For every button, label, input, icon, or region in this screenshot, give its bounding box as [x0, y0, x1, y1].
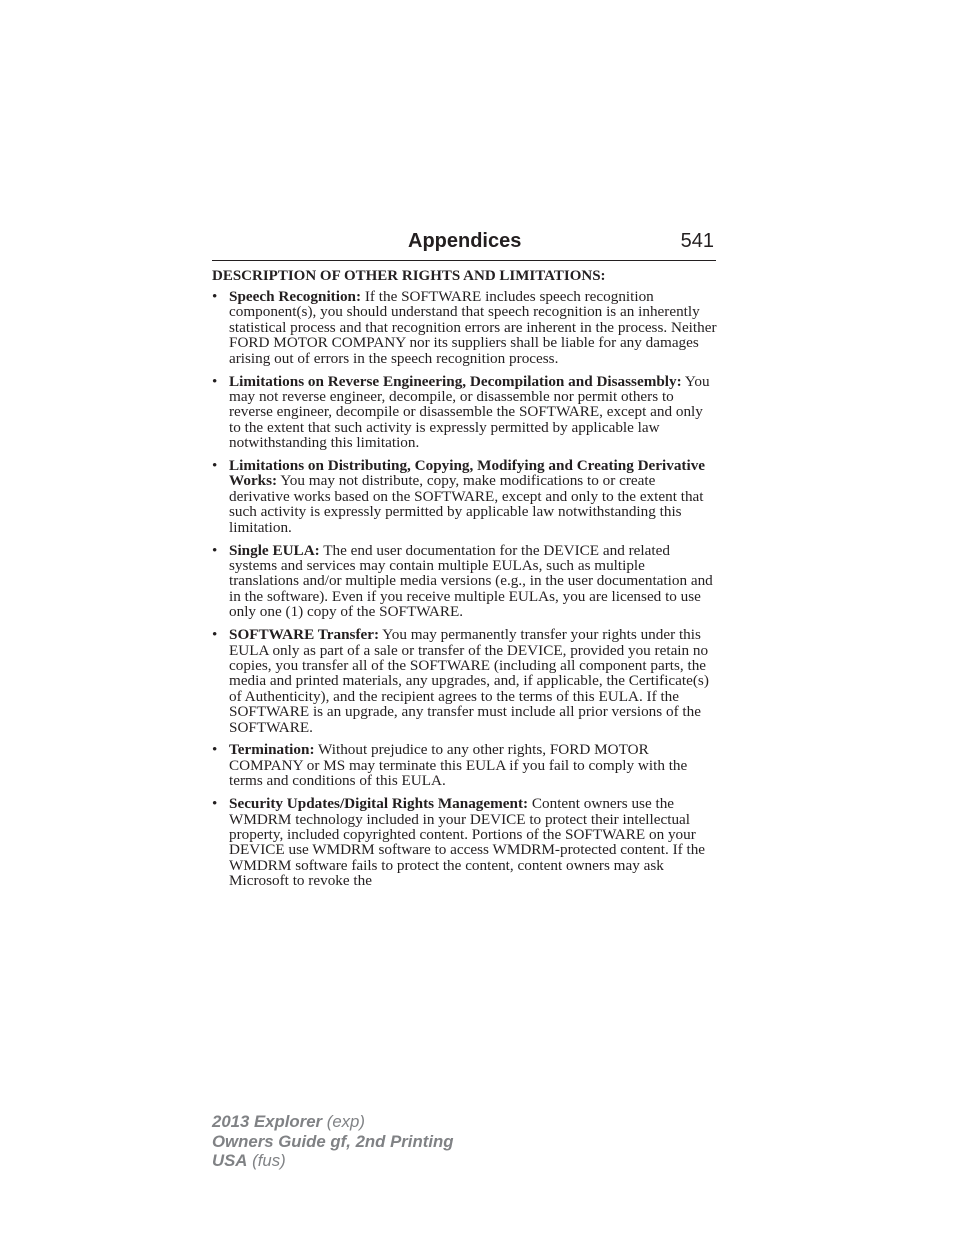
- item-text: You may not reverse engineer, decompile, or disassemble nor permit others to reverse engineer, decompile or disassemble the SOFTWARE, except and only to the extent that such activity is expressly permitted by applicable law notwithstanding this limitation.: [229, 372, 710, 452]
- footer-market: USA: [212, 1151, 248, 1170]
- bullet-icon: •: [212, 457, 218, 475]
- item-term: Termination:: [229, 741, 315, 759]
- list-item-security-updates: [212, 796, 718, 888]
- bullet-icon: •: [212, 741, 218, 759]
- item-term: Limitations on Distributing, Copying, Modifying and Creating Derivative Works:: [229, 457, 706, 490]
- page-body: [212, 268, 718, 896]
- item-text: The end user documentation for the DEVICE and related systems and services may contain multiple EULAs, such as multiple translations and/or multiple media versions (e.g., in the user documentation and in the software). Even if you receive multiple EULAs, you are licensed to use only one (1) copy of the SOFTWARE.: [229, 541, 713, 621]
- footer-model-code: (exp): [326, 1112, 365, 1131]
- page-header: [212, 228, 716, 261]
- item-text: Without prejudice to any other rights, FORD MOTOR COMPANY or MS may terminate this EULA if you fail to comply with the terms and conditions of this EULA.: [229, 741, 688, 790]
- footer-market-line: [212, 1151, 453, 1171]
- section-title: Appendices: [408, 230, 522, 252]
- list-item-speech-recognition: [212, 289, 718, 366]
- list-item-termination: [212, 742, 718, 788]
- bullet-icon: •: [212, 626, 218, 644]
- item-term: SOFTWARE Transfer:: [229, 626, 380, 644]
- page-footer: [212, 1112, 453, 1171]
- bullet-icon: •: [212, 541, 218, 559]
- item-term: Limitations on Reverse Engineering, Decompilation and Disassembly:: [229, 372, 682, 390]
- list-item-software-transfer: [212, 627, 718, 735]
- item-text: Content owners use the WMDRM technology included in your DEVICE to protect their intellectual property, included copyrighted content. Portions of the SOFTWARE on your DEVICE use WMDRM software to access WMDRM-protected content. If the WMDRM software fails to protect the content, content owners may ask Microsoft to revoke the: [229, 795, 706, 890]
- bullet-icon: •: [212, 372, 218, 390]
- section-heading: DESCRIPTION OF OTHER RIGHTS AND LIMITATIONS:: [212, 268, 606, 284]
- list-item-reverse-engineering: [212, 374, 718, 451]
- bullet-icon: •: [212, 288, 218, 305]
- bullet-icon: •: [212, 795, 218, 813]
- item-text: You may permanently transfer your rights under this EULA only as part of a sale or transfer of the DEVICE, provided you retain no copies, you transfer all of the SOFTWARE (including all component parts, the media and printed materials, any upgrades, and, if applicable, the Certificate(s) of Authenticity), and the recipient agrees to the terms of this EULA. If the SOFTWARE is an upgrade, any transfer must include all prior versions of the SOFTWARE.: [229, 626, 709, 736]
- rights-list: [212, 289, 718, 889]
- page-number: 541: [680, 230, 714, 252]
- item-term: Speech Recognition:: [229, 288, 362, 305]
- item-text: You may not distribute, copy, make modifications to or create derivative works based on the SOFTWARE, except and only to the extent that such activity is expressly permitted by applicable law notwithstanding this limitation.: [229, 472, 704, 536]
- footer-guide: Owners Guide gf, 2nd Printing: [212, 1131, 454, 1151]
- item-term: Single EULA:: [229, 541, 320, 559]
- footer-model-line: [212, 1112, 453, 1132]
- item-term: Security Updates/Digital Rights Management:: [229, 795, 529, 813]
- item-text: If the SOFTWARE includes speech recognition component(s), you should understand that speech recognition is an inherently statistical process and that recognition errors are inherent in the process. Neither FORD MOTOR COMPANY nor its suppliers shall be liable for any damages arising out of errors in the speech recognition process.: [229, 288, 717, 367]
- list-item-derivative-works: [212, 458, 718, 535]
- footer-model: 2013 Explorer: [212, 1112, 323, 1131]
- list-item-single-eula: [212, 543, 718, 620]
- footer-market-code: (fus): [252, 1151, 286, 1170]
- footer-guide-line: [212, 1132, 453, 1152]
